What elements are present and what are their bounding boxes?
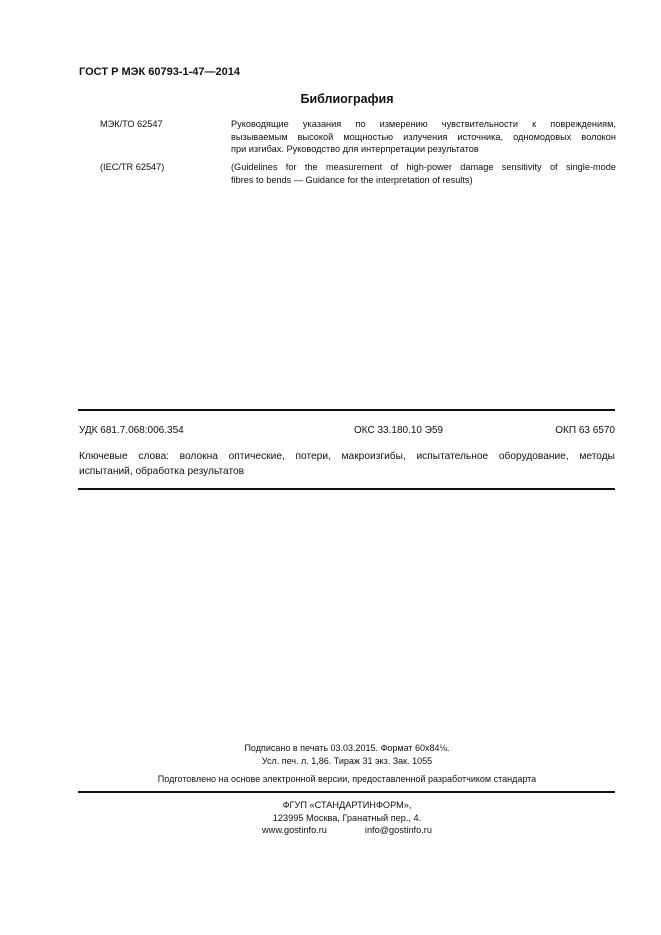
keywords [79, 450, 615, 479]
entry-line: fibres to bends — Guidance for the interpretation of results) [231, 174, 473, 185]
publisher-address: 123995 Москва, Гранатный пер., 4. [272, 812, 422, 823]
print-info: Усл. печ. л. 1,86. Тираж 31 экз. Зак. 1055 [261, 755, 433, 766]
divider-bottom [78, 791, 615, 793]
email-link[interactable]: info@gostinfo.ru [364, 825, 432, 836]
entry-description [231, 161, 616, 186]
oks-code: ОКС 33.180.10 Э59 [354, 425, 444, 436]
standard-code: ГОСТ Р МЭК 60793-1-47—2014 [79, 66, 240, 78]
entry-line: вызываемым высокой мощностью излучения источника, одномодовых волокон [231, 131, 616, 142]
entry-code: МЭК/ТО 62547 [100, 119, 163, 129]
publisher-name: ФГУП «СТАНДАРТИНФОРМ», [282, 800, 412, 810]
bibliography-title: Библиография [300, 92, 394, 106]
entry-line: (Guidelines for the measurement of high-power damage sensitivity of single-mode [231, 162, 616, 172]
prepared-note: Подготовлено на основе электронной версии, предоставленной разработчиком стандарта [157, 774, 537, 784]
website-link[interactable]: www.gostinfo.ru [262, 825, 327, 836]
okp-code: ОКП 63 6570 [555, 425, 615, 436]
publisher-contacts [100, 824, 594, 837]
publisher-block [100, 799, 594, 837]
udk-code: УДК 681.7.068:006.354 [79, 425, 184, 436]
divider-middle [78, 488, 615, 490]
keywords-line: Ключевые слова: волокна оптические, потери, макроизгибы, испытательное оборудование, методы [79, 451, 615, 462]
entry-line: Руководящие указания по измерению чувствительности к повреждениям, [231, 119, 616, 129]
divider-top [78, 409, 615, 411]
entry-line: при изгибах. Руководство для интерпретации результатов [231, 144, 479, 155]
keywords-line: испытаний, обработка результатов [79, 465, 245, 477]
entry-description [231, 118, 616, 156]
entry-code: (IEC/TR 62547) [100, 162, 165, 172]
signed-date: Подписано в печать 03.03.2015. Формат 60x84⅛. [244, 743, 450, 753]
imprint-signed [100, 742, 594, 767]
